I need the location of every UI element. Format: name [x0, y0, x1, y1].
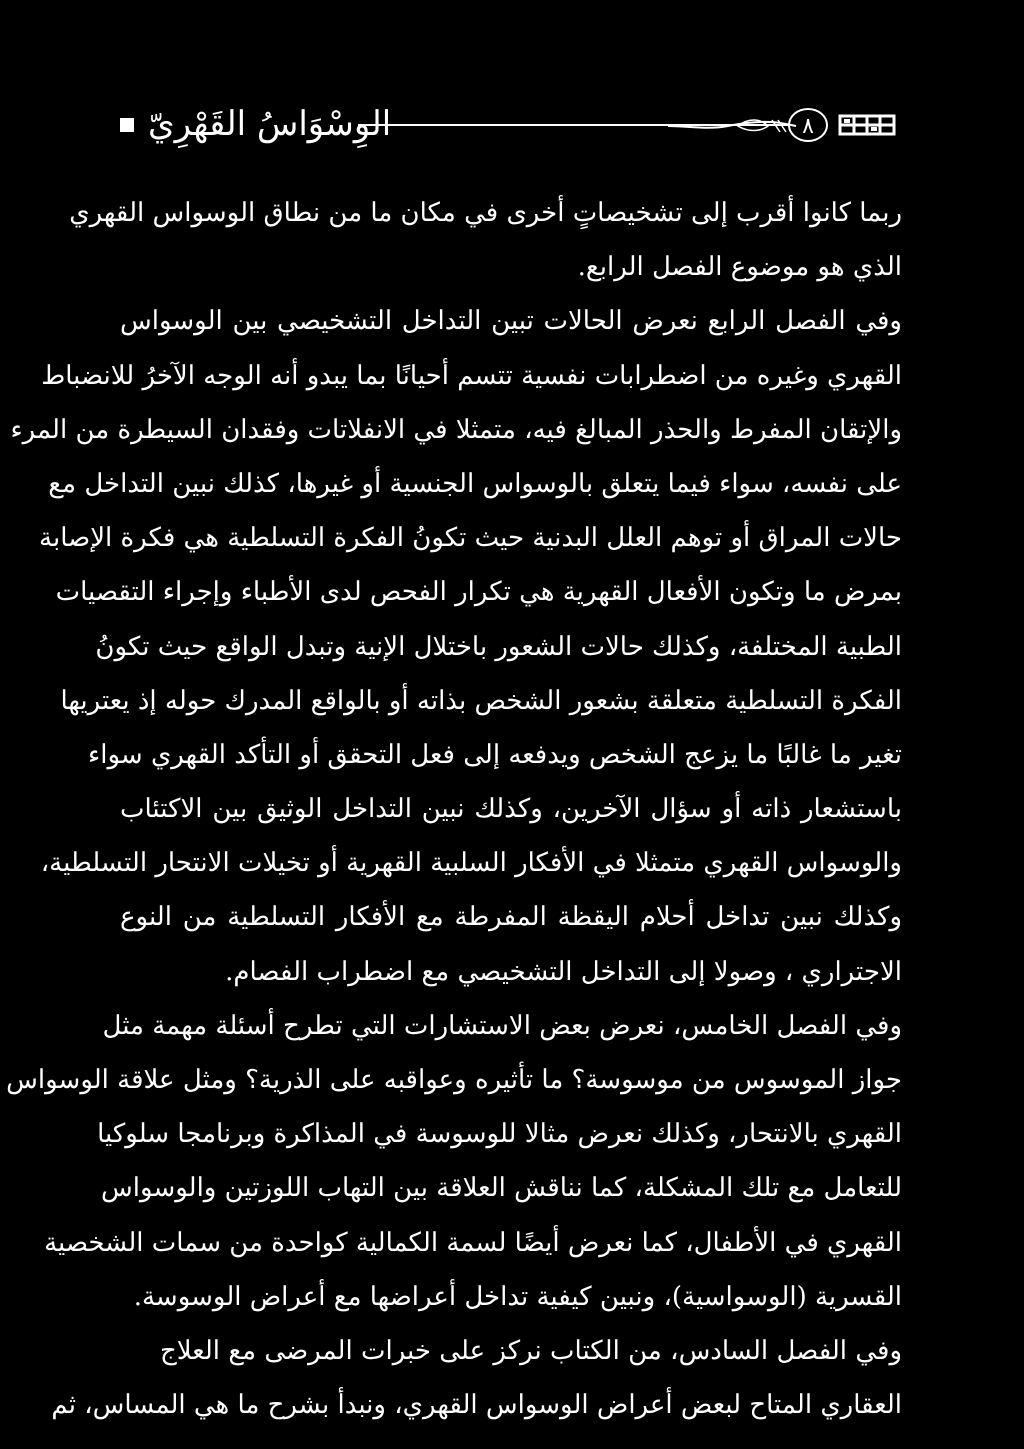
- page-header: [118, 104, 902, 152]
- text-line: وفي الفصل السادس، من الكتاب نركز على خبرات المرضى مع العلاج: [160, 1335, 902, 1366]
- text-line: وفي الفصل الرابع نعرض الحالات تبين التداخل التشخيصي بين الوسواس: [120, 306, 902, 337]
- text-line: الطبية المختلفة، وكذلك حالات الشعور باختلال الإنية وتبدل الواقع حيث تكونُ: [95, 631, 902, 662]
- text-line: والوسواس القهري متمثلا في الأفكار السلبية القهرية أو تخيلات الانتحار التسلطية،: [40, 848, 902, 879]
- text-line: ربما كانوا أقرب إلى تشخيصاتٍ أخرى في مكان ما من نطاق الوسواس القهري: [69, 198, 902, 228]
- knot-icon: [834, 112, 900, 138]
- body-text: [6, 186, 902, 1432]
- text-line: الفكرة التسلطية متعلقة بشعور الشخص بذاته أو بالواقع المدرك حوله إذ يعتريها: [60, 685, 902, 716]
- ornament-flourish-icon: [668, 116, 798, 136]
- text-line: وكذلك نبين تداخل أحلام اليقظة المفرطة مع الأفكار التسلطية من النوع: [120, 902, 902, 933]
- text-line: باستشعار ذاته أو سؤال الآخرين، وكذلك نبين التداخل الوثيق بين الاكتئاب: [120, 794, 902, 825]
- square-icon: [120, 118, 134, 132]
- text-line: القسرية (الوسواسية)، ونبين كيفية تداخل أعراضها مع أعراض الوسوسة.: [133, 1281, 902, 1312]
- text-line: الذي هو موضوع الفصل الرابع.: [577, 252, 902, 283]
- text-line: والإتقان المفرط والحذر المبالغ فيه، متمثلا في الانفلاتات وفقدان السيطرة من المرء: [10, 414, 902, 445]
- text-line: القهري بالانتحار، وكذلك نعرض مثالا للوسوسة في المذاكرة وبرنامجا سلوكيا: [97, 1119, 902, 1150]
- text-line: القهري في الأطفال، كما نعرض أيضًا لسمة الكمالية كواحدة من سمات الشخصية: [44, 1227, 902, 1258]
- text-line: بمرض ما وتكون الأفعال القهرية هي تكرار الفحص لدى الأطباء وإجراء التقصيات: [55, 577, 902, 608]
- running-title: الوِسْوَاسُ القَهْرِيّ: [148, 104, 392, 144]
- text-line: للتعامل مع تلك المشكلة، كما نناقش العلاقة بين التهاب اللوزتين والوسواس: [101, 1173, 902, 1204]
- text-line: الاجتراري ، وصولا إلى التداخل التشخيصي مع اضطراب الفصام.: [225, 956, 902, 987]
- text-line: حالات المراق أو توهم العلل البدنية حيث تكونُ الفكرة التسلطية هي فكرة الإصابة: [39, 523, 902, 554]
- text-line: وفي الفصل الخامس، نعرض بعض الاستشارات التي تطرح أسئلة مهمة مثل: [102, 1010, 902, 1041]
- text-line: على نفسه، سواء فيما يتعلق بالوسواس الجنسية أو غيرها، كذلك نبين التداخل مع: [48, 468, 902, 499]
- text-line: تغير ما غالبًا ما يزعج الشخص ويدفعه إلى فعل التحقق أو التأكد القهري سواء: [88, 739, 902, 770]
- page-number: ٨: [788, 108, 828, 142]
- text-line: القهري وغيره من اضطرابات نفسية تتسم أحيانًا بما يبدو أنه الوجه الآخرُ للانضباط: [41, 360, 902, 391]
- text-line: العقاري المتاح لبعض أعراض الوسواس القهري، ونبدأ بشرح ما هي المساس، ثم: [51, 1390, 902, 1421]
- text-line: جواز الموسوس من موسوسة؟ ما تأثيره وعواقبه على الذرية؟ ومثل علاقة الوسواس: [6, 1065, 902, 1095]
